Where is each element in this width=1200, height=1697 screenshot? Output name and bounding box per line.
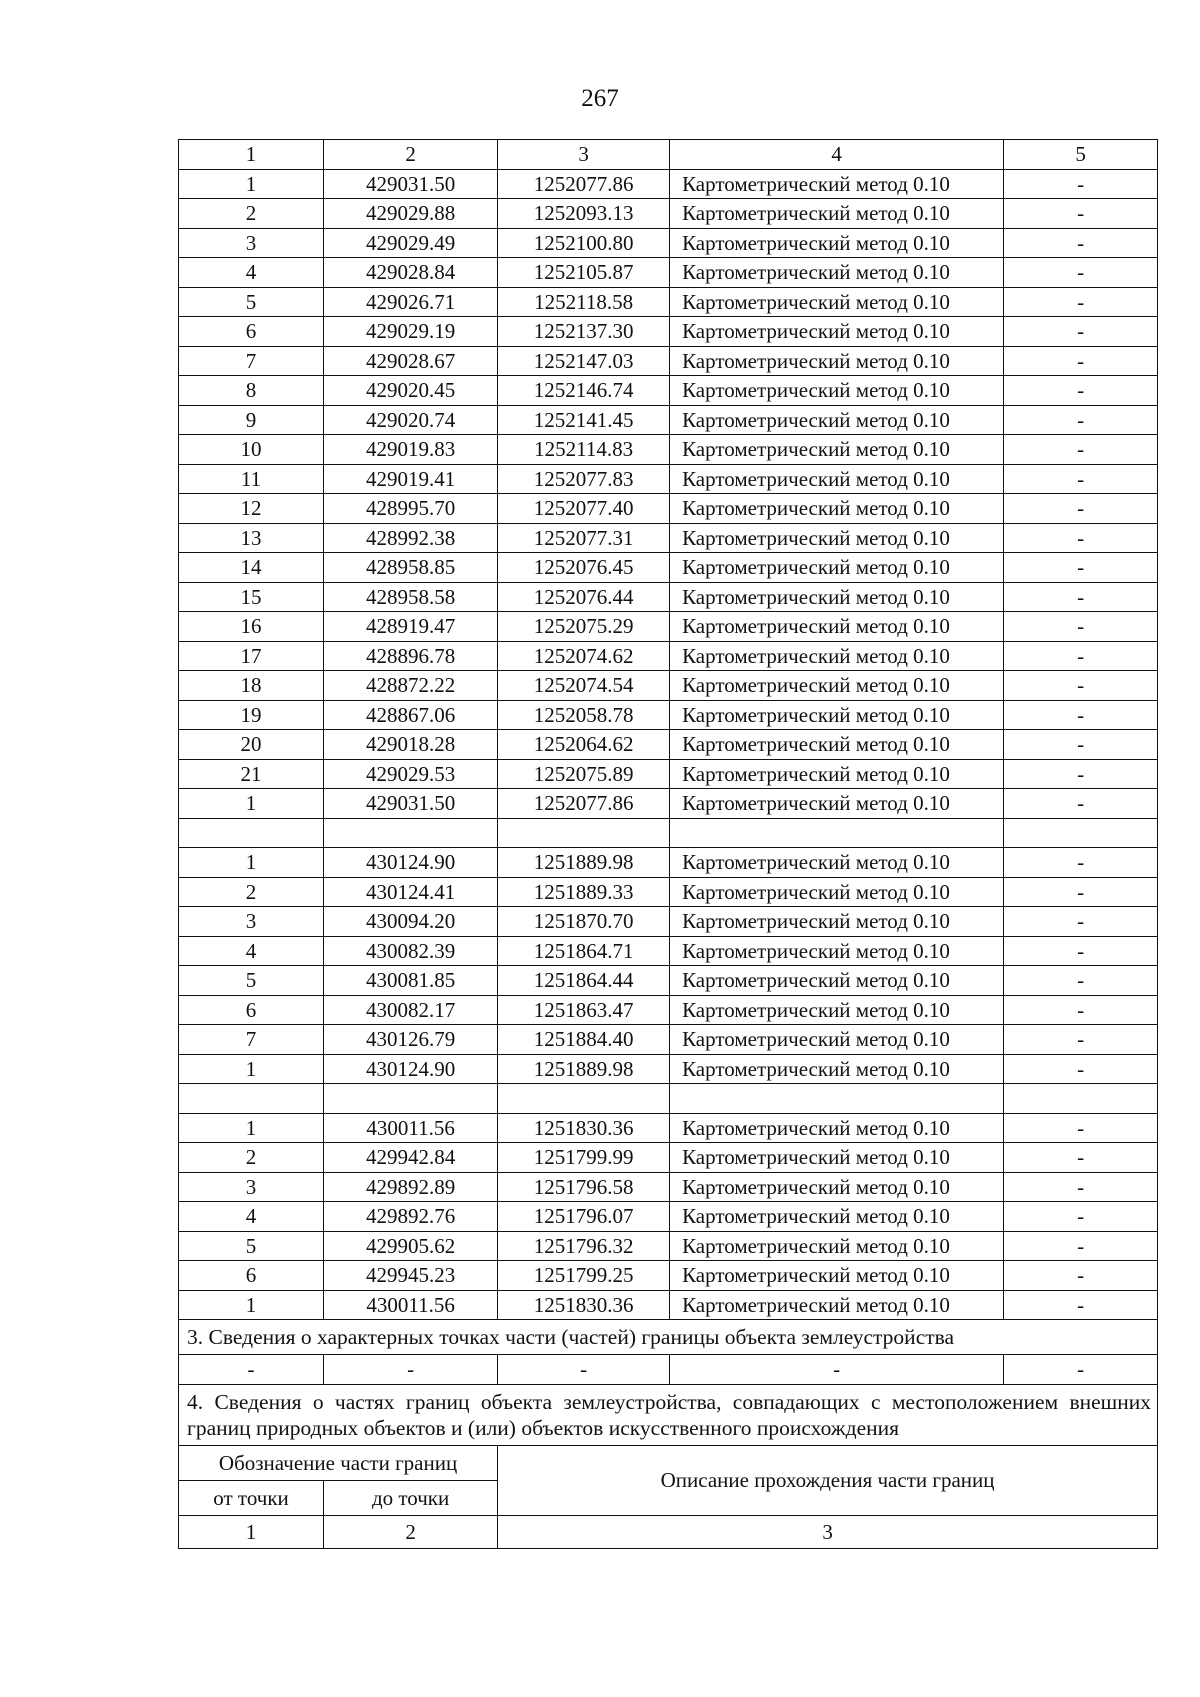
table-row <box>179 169 1158 199</box>
point-number-cell: 8 <box>179 376 324 406</box>
empty-cell <box>179 818 324 848</box>
table-row <box>179 700 1158 730</box>
note-cell: - <box>1004 700 1158 730</box>
note-cell: - <box>1004 966 1158 996</box>
x-coordinate-cell: 429942.84 <box>324 1143 498 1173</box>
note-cell: - <box>1004 582 1158 612</box>
empty-cell <box>1004 818 1158 848</box>
table-row <box>179 346 1158 376</box>
note-cell: - <box>1004 346 1158 376</box>
table-row <box>179 1290 1158 1320</box>
table-row <box>179 435 1158 465</box>
point-number-cell: 12 <box>179 494 324 524</box>
y-coordinate-cell: 1251830.36 <box>498 1290 670 1320</box>
method-cell: Картометрический метод 0.10 <box>670 936 1004 966</box>
point-number-cell: 6 <box>179 317 324 347</box>
note-cell: - <box>1004 464 1158 494</box>
note-cell: - <box>1004 1025 1158 1055</box>
point-number-cell: 3 <box>179 1172 324 1202</box>
table-row <box>179 907 1158 937</box>
x-coordinate-cell: 429029.88 <box>324 199 498 229</box>
x-coordinate-cell: 429031.50 <box>324 789 498 819</box>
method-cell: Картометрический метод 0.10 <box>670 671 1004 701</box>
x-coordinate-cell: 428995.70 <box>324 494 498 524</box>
method-cell: Картометрический метод 0.10 <box>670 641 1004 671</box>
section-3 <box>179 1320 1158 1385</box>
column-number-row <box>179 140 1158 170</box>
point-number-cell: 10 <box>179 435 324 465</box>
point-number-cell: 2 <box>179 1143 324 1173</box>
point-number-cell: 13 <box>179 523 324 553</box>
y-coordinate-cell: 1252105.87 <box>498 258 670 288</box>
y-coordinate-cell: 1252118.58 <box>498 287 670 317</box>
x-coordinate-cell: 430011.56 <box>324 1113 498 1143</box>
method-cell: Картометрический метод 0.10 <box>670 730 1004 760</box>
point-number-cell: 7 <box>179 346 324 376</box>
note-cell: - <box>1004 936 1158 966</box>
y-coordinate-cell: 1252074.54 <box>498 671 670 701</box>
point-number-cell: 1 <box>179 169 324 199</box>
table-row <box>179 1202 1158 1232</box>
point-number-cell: 5 <box>179 287 324 317</box>
table-row <box>179 671 1158 701</box>
x-coordinate-cell: 429905.62 <box>324 1231 498 1261</box>
section-4-header-row <box>179 1445 1158 1480</box>
column-number: 1 <box>179 1515 324 1548</box>
note-cell: - <box>1004 523 1158 553</box>
from-point-header: от точки <box>179 1480 324 1515</box>
point-number-cell: 5 <box>179 1231 324 1261</box>
empty-cell <box>324 1084 498 1114</box>
column-number: 2 <box>324 1515 498 1548</box>
method-cell: Картометрический метод 0.10 <box>670 1172 1004 1202</box>
empty-cell <box>670 818 1004 848</box>
table-row <box>179 1231 1158 1261</box>
y-coordinate-cell: 1251889.33 <box>498 877 670 907</box>
y-coordinate-cell: 1252077.31 <box>498 523 670 553</box>
x-coordinate-cell: 429029.49 <box>324 228 498 258</box>
table-row <box>179 258 1158 288</box>
y-coordinate-cell: 1251796.32 <box>498 1231 670 1261</box>
method-cell: Картометрический метод 0.10 <box>670 317 1004 347</box>
method-cell: Картометрический метод 0.10 <box>670 877 1004 907</box>
x-coordinate-cell: 429029.53 <box>324 759 498 789</box>
note-cell: - <box>1004 612 1158 642</box>
note-cell: - <box>1004 287 1158 317</box>
table-row <box>179 1143 1158 1173</box>
method-cell: Картометрический метод 0.10 <box>670 1231 1004 1261</box>
description-header: Описание прохождения части границ <box>498 1445 1158 1515</box>
table-row <box>179 995 1158 1025</box>
column-number: 3 <box>498 1515 1158 1548</box>
method-cell: Картометрический метод 0.10 <box>670 405 1004 435</box>
empty-cell <box>498 1084 670 1114</box>
note-cell: - <box>1004 199 1158 229</box>
point-number-cell: 7 <box>179 1025 324 1055</box>
note-cell: - <box>1004 730 1158 760</box>
y-coordinate-cell: 1251799.99 <box>498 1143 670 1173</box>
note-cell: - <box>1004 435 1158 465</box>
section-4 <box>179 1384 1158 1548</box>
x-coordinate-cell: 429892.89 <box>324 1172 498 1202</box>
x-coordinate-cell: 428919.47 <box>324 612 498 642</box>
method-cell: Картометрический метод 0.10 <box>670 199 1004 229</box>
x-coordinate-cell: 429026.71 <box>324 287 498 317</box>
y-coordinate-cell: 1252075.89 <box>498 759 670 789</box>
column-number: 3 <box>498 140 670 170</box>
x-coordinate-cell: 429020.74 <box>324 405 498 435</box>
note-cell: - <box>1004 405 1158 435</box>
section-3-cell: - <box>324 1355 498 1385</box>
y-coordinate-cell: 1252076.44 <box>498 582 670 612</box>
section-3-cell: - <box>670 1355 1004 1385</box>
y-coordinate-cell: 1251796.58 <box>498 1172 670 1202</box>
note-cell: - <box>1004 553 1158 583</box>
note-cell: - <box>1004 1261 1158 1291</box>
y-coordinate-cell: 1252064.62 <box>498 730 670 760</box>
point-number-cell: 1 <box>179 1290 324 1320</box>
table-row <box>179 877 1158 907</box>
table-row <box>179 582 1158 612</box>
y-coordinate-cell: 1251889.98 <box>498 848 670 878</box>
y-coordinate-cell: 1251799.25 <box>498 1261 670 1291</box>
point-number-cell: 4 <box>179 258 324 288</box>
method-cell: Картометрический метод 0.10 <box>670 995 1004 1025</box>
section-3-title: 3. Сведения о характерных точках части (частей) границы объекта землеустройства <box>179 1320 1158 1355</box>
section-4-number-row <box>179 1515 1158 1548</box>
x-coordinate-cell: 428992.38 <box>324 523 498 553</box>
method-cell: Картометрический метод 0.10 <box>670 1202 1004 1232</box>
table-row <box>179 523 1158 553</box>
point-number-cell: 3 <box>179 907 324 937</box>
x-coordinate-cell: 429029.19 <box>324 317 498 347</box>
method-cell: Картометрический метод 0.10 <box>670 464 1004 494</box>
method-cell: Картометрический метод 0.10 <box>670 346 1004 376</box>
note-cell: - <box>1004 1290 1158 1320</box>
designation-header: Обозначение части границ <box>179 1445 498 1480</box>
empty-cell <box>670 1084 1004 1114</box>
note-cell: - <box>1004 759 1158 789</box>
x-coordinate-cell: 429945.23 <box>324 1261 498 1291</box>
y-coordinate-cell: 1252077.86 <box>498 789 670 819</box>
y-coordinate-cell: 1251870.70 <box>498 907 670 937</box>
table-row <box>179 759 1158 789</box>
table-row <box>179 494 1158 524</box>
empty-cell <box>179 1084 324 1114</box>
column-number: 1 <box>179 140 324 170</box>
note-cell: - <box>1004 1143 1158 1173</box>
empty-cell <box>324 818 498 848</box>
empty-cell <box>1004 1084 1158 1114</box>
method-cell: Картометрический метод 0.10 <box>670 700 1004 730</box>
coordinates-table <box>178 139 1158 1549</box>
method-cell: Картометрический метод 0.10 <box>670 966 1004 996</box>
x-coordinate-cell: 429019.41 <box>324 464 498 494</box>
table-row <box>179 228 1158 258</box>
table-row <box>179 1113 1158 1143</box>
empty-cell <box>498 818 670 848</box>
method-cell: Картометрический метод 0.10 <box>670 1143 1004 1173</box>
y-coordinate-cell: 1251796.07 <box>498 1202 670 1232</box>
table-row <box>179 199 1158 229</box>
table-row <box>179 1261 1158 1291</box>
group-separator-row <box>179 818 1158 848</box>
column-number: 4 <box>670 140 1004 170</box>
method-cell: Картометрический метод 0.10 <box>670 169 1004 199</box>
x-coordinate-cell: 430124.41 <box>324 877 498 907</box>
y-coordinate-cell: 1252074.62 <box>498 641 670 671</box>
table-body <box>179 140 1158 1320</box>
group-separator-row <box>179 1084 1158 1114</box>
note-cell: - <box>1004 1172 1158 1202</box>
table-row <box>179 936 1158 966</box>
table-row <box>179 317 1158 347</box>
point-number-cell: 14 <box>179 553 324 583</box>
y-coordinate-cell: 1252093.13 <box>498 199 670 229</box>
point-number-cell: 3 <box>179 228 324 258</box>
section-4-title: 4. Сведения о частях границ объекта землеустройства, совпадающих с местоположением внешних границ природных объектов и (или) объектов искусственного происхождения <box>179 1384 1158 1445</box>
method-cell: Картометрический метод 0.10 <box>670 1290 1004 1320</box>
point-number-cell: 11 <box>179 464 324 494</box>
method-cell: Картометрический метод 0.10 <box>670 376 1004 406</box>
x-coordinate-cell: 428958.85 <box>324 553 498 583</box>
method-cell: Картометрический метод 0.10 <box>670 228 1004 258</box>
x-coordinate-cell: 430126.79 <box>324 1025 498 1055</box>
note-cell: - <box>1004 848 1158 878</box>
note-cell: - <box>1004 169 1158 199</box>
y-coordinate-cell: 1251864.71 <box>498 936 670 966</box>
method-cell: Картометрический метод 0.10 <box>670 258 1004 288</box>
x-coordinate-cell: 430094.20 <box>324 907 498 937</box>
section-3-cell: - <box>179 1355 324 1385</box>
note-cell: - <box>1004 1202 1158 1232</box>
table-row <box>179 730 1158 760</box>
x-coordinate-cell: 429892.76 <box>324 1202 498 1232</box>
point-number-cell: 16 <box>179 612 324 642</box>
x-coordinate-cell: 429019.83 <box>324 435 498 465</box>
table-row <box>179 1025 1158 1055</box>
to-point-header: до точки <box>324 1480 498 1515</box>
y-coordinate-cell: 1252141.45 <box>498 405 670 435</box>
y-coordinate-cell: 1252077.86 <box>498 169 670 199</box>
method-cell: Картометрический метод 0.10 <box>670 1113 1004 1143</box>
point-number-cell: 1 <box>179 1054 324 1084</box>
table-row <box>179 287 1158 317</box>
method-cell: Картометрический метод 0.10 <box>670 848 1004 878</box>
method-cell: Картометрический метод 0.10 <box>670 523 1004 553</box>
method-cell: Картометрический метод 0.10 <box>670 907 1004 937</box>
table-row <box>179 1054 1158 1084</box>
note-cell: - <box>1004 258 1158 288</box>
y-coordinate-cell: 1251884.40 <box>498 1025 670 1055</box>
method-cell: Картометрический метод 0.10 <box>670 789 1004 819</box>
note-cell: - <box>1004 995 1158 1025</box>
point-number-cell: 4 <box>179 936 324 966</box>
x-coordinate-cell: 430082.17 <box>324 995 498 1025</box>
y-coordinate-cell: 1252147.03 <box>498 346 670 376</box>
table-row <box>179 464 1158 494</box>
table-row <box>179 789 1158 819</box>
point-number-cell: 15 <box>179 582 324 612</box>
point-number-cell: 6 <box>179 1261 324 1291</box>
note-cell: - <box>1004 907 1158 937</box>
y-coordinate-cell: 1252146.74 <box>498 376 670 406</box>
y-coordinate-cell: 1252100.80 <box>498 228 670 258</box>
y-coordinate-cell: 1251863.47 <box>498 995 670 1025</box>
x-coordinate-cell: 430124.90 <box>324 1054 498 1084</box>
x-coordinate-cell: 429031.50 <box>324 169 498 199</box>
note-cell: - <box>1004 789 1158 819</box>
note-cell: - <box>1004 1113 1158 1143</box>
column-number: 2 <box>324 140 498 170</box>
point-number-cell: 17 <box>179 641 324 671</box>
point-number-cell: 20 <box>179 730 324 760</box>
method-cell: Картометрический метод 0.10 <box>670 287 1004 317</box>
x-coordinate-cell: 429020.45 <box>324 376 498 406</box>
table-row <box>179 848 1158 878</box>
method-cell: Картометрический метод 0.10 <box>670 612 1004 642</box>
method-cell: Картометрический метод 0.10 <box>670 494 1004 524</box>
table-row <box>179 376 1158 406</box>
note-cell: - <box>1004 1231 1158 1261</box>
x-coordinate-cell: 428958.58 <box>324 582 498 612</box>
x-coordinate-cell: 430081.85 <box>324 966 498 996</box>
table-row <box>179 405 1158 435</box>
section-3-data-row <box>179 1355 1158 1385</box>
section-3-cell: - <box>498 1355 670 1385</box>
point-number-cell: 5 <box>179 966 324 996</box>
y-coordinate-cell: 1252058.78 <box>498 700 670 730</box>
point-number-cell: 19 <box>179 700 324 730</box>
section-3-cell: - <box>1004 1355 1158 1385</box>
table-row <box>179 553 1158 583</box>
page-number: 267 <box>581 85 619 112</box>
x-coordinate-cell: 429028.84 <box>324 258 498 288</box>
note-cell: - <box>1004 877 1158 907</box>
note-cell: - <box>1004 376 1158 406</box>
note-cell: - <box>1004 1054 1158 1084</box>
x-coordinate-cell: 428896.78 <box>324 641 498 671</box>
method-cell: Картометрический метод 0.10 <box>670 1025 1004 1055</box>
method-cell: Картометрический метод 0.10 <box>670 435 1004 465</box>
x-coordinate-cell: 430082.39 <box>324 936 498 966</box>
column-number: 5 <box>1004 140 1158 170</box>
method-cell: Картометрический метод 0.10 <box>670 582 1004 612</box>
point-number-cell: 2 <box>179 199 324 229</box>
x-coordinate-cell: 430011.56 <box>324 1290 498 1320</box>
note-cell: - <box>1004 228 1158 258</box>
note-cell: - <box>1004 317 1158 347</box>
point-number-cell: 2 <box>179 877 324 907</box>
x-coordinate-cell: 429018.28 <box>324 730 498 760</box>
y-coordinate-cell: 1252076.45 <box>498 553 670 583</box>
point-number-cell: 9 <box>179 405 324 435</box>
point-number-cell: 6 <box>179 995 324 1025</box>
y-coordinate-cell: 1251830.36 <box>498 1113 670 1143</box>
method-cell: Картометрический метод 0.10 <box>670 1261 1004 1291</box>
point-number-cell: 21 <box>179 759 324 789</box>
table-row <box>179 966 1158 996</box>
y-coordinate-cell: 1252114.83 <box>498 435 670 465</box>
x-coordinate-cell: 428867.06 <box>324 700 498 730</box>
note-cell: - <box>1004 671 1158 701</box>
y-coordinate-cell: 1252075.29 <box>498 612 670 642</box>
point-number-cell: 1 <box>179 1113 324 1143</box>
table-row <box>179 641 1158 671</box>
point-number-cell: 18 <box>179 671 324 701</box>
y-coordinate-cell: 1252137.30 <box>498 317 670 347</box>
x-coordinate-cell: 429028.67 <box>324 346 498 376</box>
y-coordinate-cell: 1251864.44 <box>498 966 670 996</box>
point-number-cell: 4 <box>179 1202 324 1232</box>
point-number-cell: 1 <box>179 848 324 878</box>
y-coordinate-cell: 1251889.98 <box>498 1054 670 1084</box>
x-coordinate-cell: 430124.90 <box>324 848 498 878</box>
method-cell: Картометрический метод 0.10 <box>670 553 1004 583</box>
note-cell: - <box>1004 494 1158 524</box>
table-row <box>179 1172 1158 1202</box>
section-3-title-row <box>179 1320 1158 1355</box>
y-coordinate-cell: 1252077.40 <box>498 494 670 524</box>
method-cell: Картометрический метод 0.10 <box>670 759 1004 789</box>
method-cell: Картометрический метод 0.10 <box>670 1054 1004 1084</box>
point-number-cell: 1 <box>179 789 324 819</box>
note-cell: - <box>1004 641 1158 671</box>
table-row <box>179 612 1158 642</box>
y-coordinate-cell: 1252077.83 <box>498 464 670 494</box>
section-4-title-row <box>179 1384 1158 1445</box>
x-coordinate-cell: 428872.22 <box>324 671 498 701</box>
